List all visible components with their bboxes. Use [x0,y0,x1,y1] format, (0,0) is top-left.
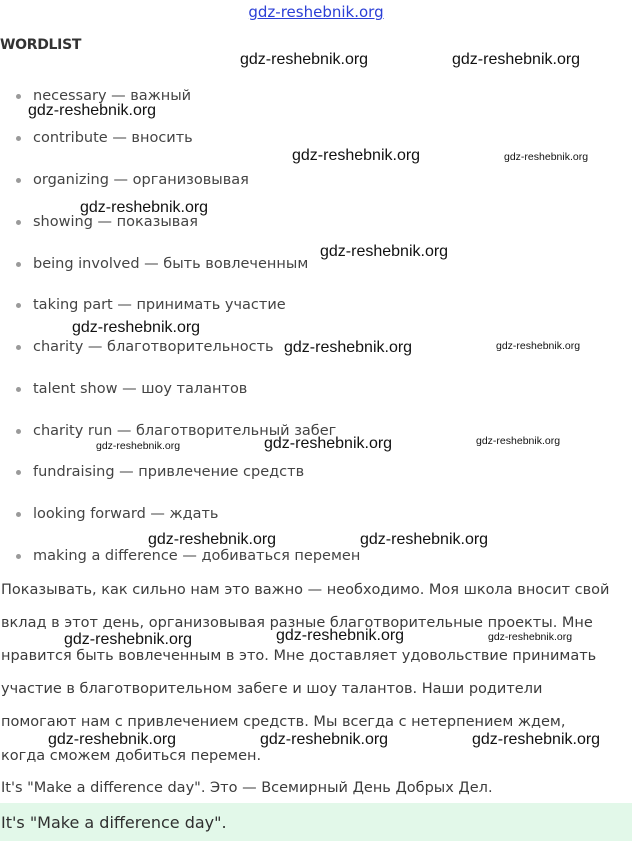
watermark: gdz-reshebnik.org [80,199,209,216]
bullet-icon [16,512,21,517]
watermark: gdz-reshebnik.org [48,731,177,748]
answer-text: It's "Make a difference day". [1,813,227,832]
list-item [33,463,304,481]
watermark: gdz-reshebnik.org [320,243,449,260]
list-item [33,171,249,189]
watermark: gdz-reshebnik.org [240,51,369,68]
watermark: gdz-reshebnik.org [276,627,405,644]
bullet-icon [16,262,21,267]
bullet-icon [16,554,21,559]
list-item-text: charity run — благотворительный забег [33,423,337,439]
list-item-text: talent show — шоу талантов [33,381,248,397]
list-item [33,380,247,398]
watermark: gdz-reshebnik.org [260,731,389,748]
list-item [33,129,193,147]
summary-line: It's "Make a difference day". Это — Всемирный День Добрых Дел. [1,780,493,796]
paragraph-line: нравится быть вовлеченным в это. Мне доставляет удовольствие принимать [1,648,597,664]
watermark: gdz-reshebnik.org [148,531,277,548]
bullet-icon [16,178,21,183]
bullet-icon [16,429,21,434]
watermark: gdz-reshebnik.org [284,339,413,356]
list-item-text: looking forward — ждать [33,506,219,522]
watermark: gdz-reshebnik.org [28,102,157,119]
watermark: gdz-reshebnik.org [292,147,421,164]
list-item-text: being involved — быть вовлеченным [33,256,309,272]
watermark: gdz-reshebnik.org [452,51,581,68]
answer-box [0,803,632,841]
bullet-icon [16,220,21,225]
list-item [33,296,286,314]
watermark: gdz-reshebnik.org [96,440,181,452]
list-item-text: fundraising — привлечение средств [33,464,305,480]
watermark: gdz-reshebnik.org [488,631,573,643]
paragraph-line: когда сможем добиться перемен. [1,748,262,764]
bullet-icon [16,345,21,350]
bullet-icon [16,387,21,392]
list-item-text: making a difference — добиваться перемен [33,548,361,564]
paragraph-line: Показывать, как сильно нам это важно — необходимо. Моя школа вносит свой [1,582,610,598]
list-item [33,338,274,356]
watermark: gdz-reshebnik.org [476,435,561,447]
list-item-text: contribute — вносить [33,130,193,146]
watermark: gdz-reshebnik.org [472,731,601,748]
list-item [33,505,218,523]
wordlist-title: WORDLIST [0,37,82,53]
bullet-icon [16,303,21,308]
bullet-icon [16,136,21,141]
paragraph-line: помогают нам с привлечением средств. Мы всегда с нетерпением ждем, [1,714,566,730]
paragraph-line: вклад в этот день, организовывая разные благотворительные проекты. Мне [1,615,593,631]
watermark: gdz-reshebnik.org [360,531,489,548]
list-item [33,255,308,273]
watermark: gdz-reshebnik.org [64,631,193,648]
bullet-icon [16,94,21,99]
list-item [33,547,360,565]
watermark: gdz-reshebnik.org [72,319,201,336]
bullet-icon [16,470,21,475]
site-header-link[interactable]: gdz-reshebnik.org [248,3,384,21]
list-item-text: organizing — организовывая [33,172,249,188]
watermark: gdz-reshebnik.org [504,151,589,163]
list-item-text: taking part — принимать участие [33,297,286,313]
watermark: gdz-reshebnik.org [496,340,581,352]
list-item-text: showing — показывая [33,214,198,230]
list-item-text: necessary — важный [33,88,192,104]
list-item-text: charity — благотворительность [33,339,274,355]
watermark: gdz-reshebnik.org [264,435,393,452]
paragraph-line: участие в благотворительном забеге и шоу талантов. Наши родители [1,681,543,697]
